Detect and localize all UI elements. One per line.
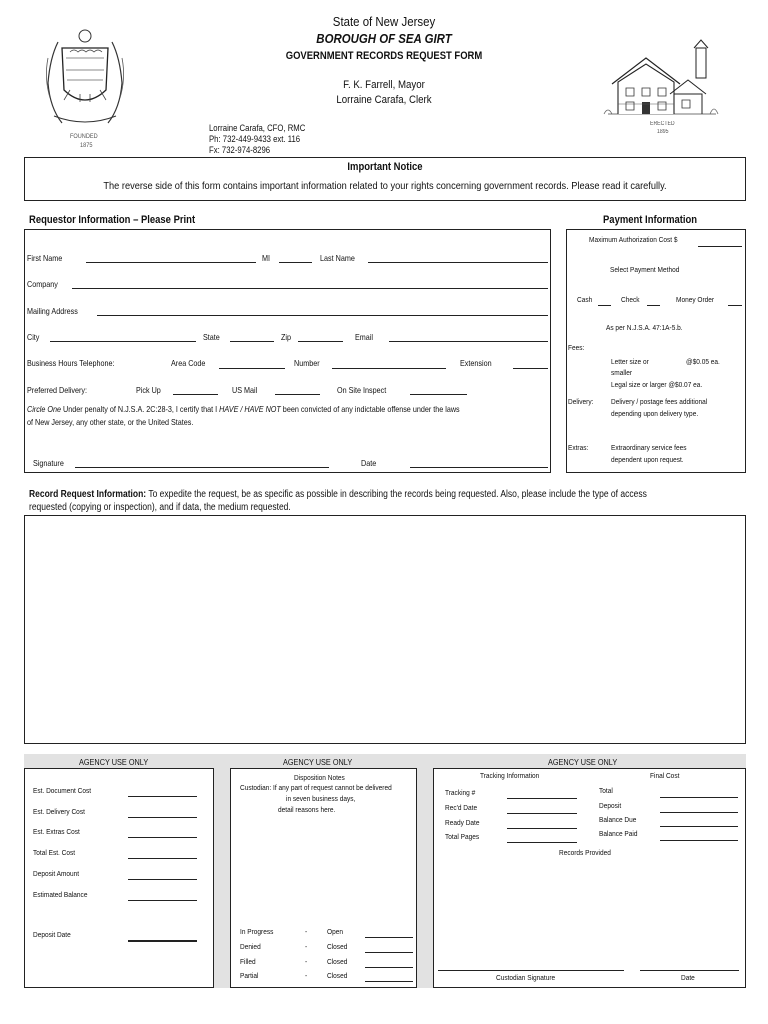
agency-cost-label: Estimated Balance [33,890,88,899]
extras-fee-text-2: dependent upon request. [611,455,684,464]
agency-cost-field[interactable] [128,858,197,859]
requestor-box [24,229,551,473]
business-phone-label: Business Hours Telephone: [27,358,115,368]
agency-cost-field[interactable] [128,837,197,838]
disposition-dash: - [305,942,308,951]
zip-field[interactable] [298,341,343,342]
custodian-signature-field[interactable] [438,970,624,971]
disposition-status: Filled [240,957,256,966]
number-field[interactable] [332,368,446,369]
select-method-label: Select Payment Method [610,265,680,274]
mailing-address-label: Mailing Address [27,306,78,316]
agency-cost-field[interactable] [128,796,197,797]
money-order-field[interactable] [728,305,742,306]
final-cost-field[interactable] [660,797,738,798]
header-mayor: F. K. Farrell, Mayor [343,79,425,91]
house-caption-year: 1895 [657,129,669,135]
disposition-title: Disposition Notes [294,773,345,782]
header-borough: BOROUGH OF SEA GIRT [316,31,452,46]
final-cost-label: Deposit [599,801,622,810]
tracking-box [433,768,746,988]
final-cost-label: Balance Due [599,815,637,824]
letter-size-label: Letter size or [611,357,649,366]
max-auth-field[interactable] [698,246,742,247]
first-name-field[interactable] [86,262,256,263]
agency-cost-label: Est. Document Cost [33,786,92,795]
zip-label: Zip [281,332,292,342]
agency-label-middle: AGENCY USE ONLY [283,757,353,767]
header-clerk: Lorraine Carafa, Clerk [336,94,432,106]
area-code-field[interactable] [219,368,285,369]
money-order-label: Money Order [676,295,715,304]
record-request-text-2: requested (copying or inspection), and if data, the medium requested. [29,502,291,513]
disposition-result: Closed [327,957,348,966]
disposition-status: Denied [240,942,261,951]
header-cfo: Lorraine Carafa, CFO, RMC [209,123,306,133]
disposition-note-2: in seven business days, [286,794,356,803]
company-label: Company [27,279,58,289]
signature-label: Signature [33,458,64,468]
payment-heading: Payment Information [603,214,698,226]
disposition-field[interactable] [365,952,413,953]
letter-size-smaller: smaller [611,368,633,377]
disposition-dash: - [305,971,308,980]
signature-field[interactable] [75,467,329,468]
last-name-label: Last Name [320,253,355,263]
number-label: Number [294,358,320,368]
delivery-fee-text-2: depending upon delivery type. [611,409,699,418]
certify-line-1 [27,404,460,414]
tracking-field[interactable] [507,842,577,843]
state-field[interactable] [230,341,274,342]
final-cost-label: Balance Paid [599,829,638,838]
first-name-label: First Name [27,253,63,263]
record-request-heading: Record Request Information: [29,489,147,500]
delivery-fee-label: Delivery: [568,397,594,406]
notice-text: The reverse side of this form contains important information related to your rights concerning government records. Please read it carefully. [103,180,667,192]
extension-field[interactable] [513,368,548,369]
certify-line-2: of New Jersey, any other state, or the United States. [27,417,194,427]
agency-cost-label: Deposit Amount [33,869,80,878]
disposition-result: Open [327,927,343,936]
agency-label-left: AGENCY USE ONLY [79,757,149,767]
tracking-label: Total Pages [445,832,480,841]
disposition-result: Closed [327,971,348,980]
records-provided-label: Records Provided [559,848,611,857]
final-date-field[interactable] [640,970,739,971]
letter-size-price: @$0.05 ea. [686,357,720,366]
date-label: Date [361,458,377,468]
disposition-result: Closed [327,942,348,951]
record-request-area[interactable] [24,515,746,744]
final-cost-field[interactable] [660,812,738,813]
seal-caption-year: 1875 [80,142,93,149]
pick-up-field[interactable] [173,394,218,395]
us-mail-field[interactable] [275,394,320,395]
tracking-label: Ready Date [445,818,480,827]
last-name-field[interactable] [368,262,548,263]
tracking-field[interactable] [507,828,577,829]
extras-fee-label: Extras: [568,443,589,452]
check-label: Check [621,295,640,304]
pick-up-label: Pick Up [136,385,161,395]
agency-cost-box [24,768,214,988]
company-field[interactable] [72,288,548,289]
on-site-field[interactable] [410,394,467,395]
email-field[interactable] [389,341,548,342]
state-label: State [203,332,220,342]
requestor-heading: Requestor Information – Please Print [29,214,196,226]
final-cost-field[interactable] [660,840,738,841]
final-cost-field[interactable] [660,826,738,827]
disposition-field[interactable] [365,981,413,982]
agency-cost-label: Est. Extras Cost [33,827,80,836]
agency-cost-field[interactable] [128,879,197,880]
record-request-intro [29,489,647,500]
tracking-label: Tracking # [445,788,476,797]
header-form-title: GOVERNMENT RECORDS REQUEST FORM [285,50,483,62]
city-field[interactable] [50,341,196,342]
mi-field[interactable] [279,262,312,263]
mailing-address-field[interactable] [97,315,548,316]
mi-label: MI [262,253,271,263]
legal-size-label: Legal size or larger @$0.07 ea. [611,380,703,389]
preferred-delivery-label: Preferred Delivery: [27,385,88,395]
seal-caption-founded: FOUNDED [70,133,98,140]
tracking-field[interactable] [507,798,577,799]
certify-text-2: been convicted of any indictable offense under the laws [282,404,460,414]
final-cost-title: Final Cost [650,771,680,780]
agency-cost-label: Deposit Date [33,930,71,939]
house-caption-erected: ERECTED [650,121,675,127]
custodian-signature-label: Custodian Signature [496,973,556,982]
tracking-title: Tracking Information [480,771,540,780]
record-request-text-1: To expedite the request, be as specific as possible in describing the records being requested. Also, please include the type of access [146,489,647,500]
house-illustration [598,38,726,120]
us-mail-label: US Mail [232,385,258,395]
final-date-label: Date [681,973,695,982]
have-have-not-choice[interactable]: HAVE / HAVE NOT [219,404,281,414]
final-cost-label: Total [599,786,613,795]
agency-cost-label: Est. Delivery Cost [33,807,85,816]
disposition-dash: - [305,927,308,936]
cash-field[interactable] [598,305,611,306]
fees-label: Fees: [568,343,585,352]
header-phone: Ph: 732-449-9433 ext. 116 [209,134,301,144]
disposition-dash: - [305,957,308,966]
extension-label: Extension [460,358,492,368]
circle-one-label: Circle One [27,404,62,414]
cash-label: Cash [577,295,593,304]
city-label: City [27,332,40,342]
tracking-label: Rec'd Date [445,803,478,812]
notice-title: Important Notice [347,161,423,173]
max-auth-label: Maximum Authorization Cost $ [589,235,678,244]
delivery-fee-text-1: Delivery / postage fees additional [611,397,708,406]
disposition-field[interactable] [365,967,413,968]
agency-cost-field[interactable] [128,900,197,901]
agency-cost-label: Total Est. Cost [33,848,76,857]
certify-text-1: Under penalty of N.J.S.A. 2C:28-3, I certify that I [63,404,218,414]
date-field[interactable] [410,467,548,468]
extras-fee-text-1: Extraordinary service fees [611,443,687,452]
on-site-label: On Site Inspect [337,385,387,395]
check-field[interactable] [647,305,660,306]
agency-cost-field[interactable] [128,817,197,818]
disposition-status: In Progress [240,927,274,936]
email-label: Email [355,332,374,342]
area-code-label: Area Code [171,358,206,368]
house-image [598,38,726,120]
disposition-field[interactable] [365,937,413,938]
agency-cost-field[interactable] [128,940,197,942]
agency-label-right: AGENCY USE ONLY [548,757,618,767]
tracking-field[interactable] [507,813,577,814]
header-state: State of New Jersey [332,14,436,29]
disposition-note-1: Custodian: If any part of request cannot be delivered [240,783,392,792]
statute-label: As per N.J.S.A. 47:1A-5.b. [606,323,683,332]
disposition-note-3: detail reasons here. [278,805,336,814]
header-fax: Fx: 732-974-8296 [209,145,271,155]
disposition-status: Partial [240,971,259,980]
